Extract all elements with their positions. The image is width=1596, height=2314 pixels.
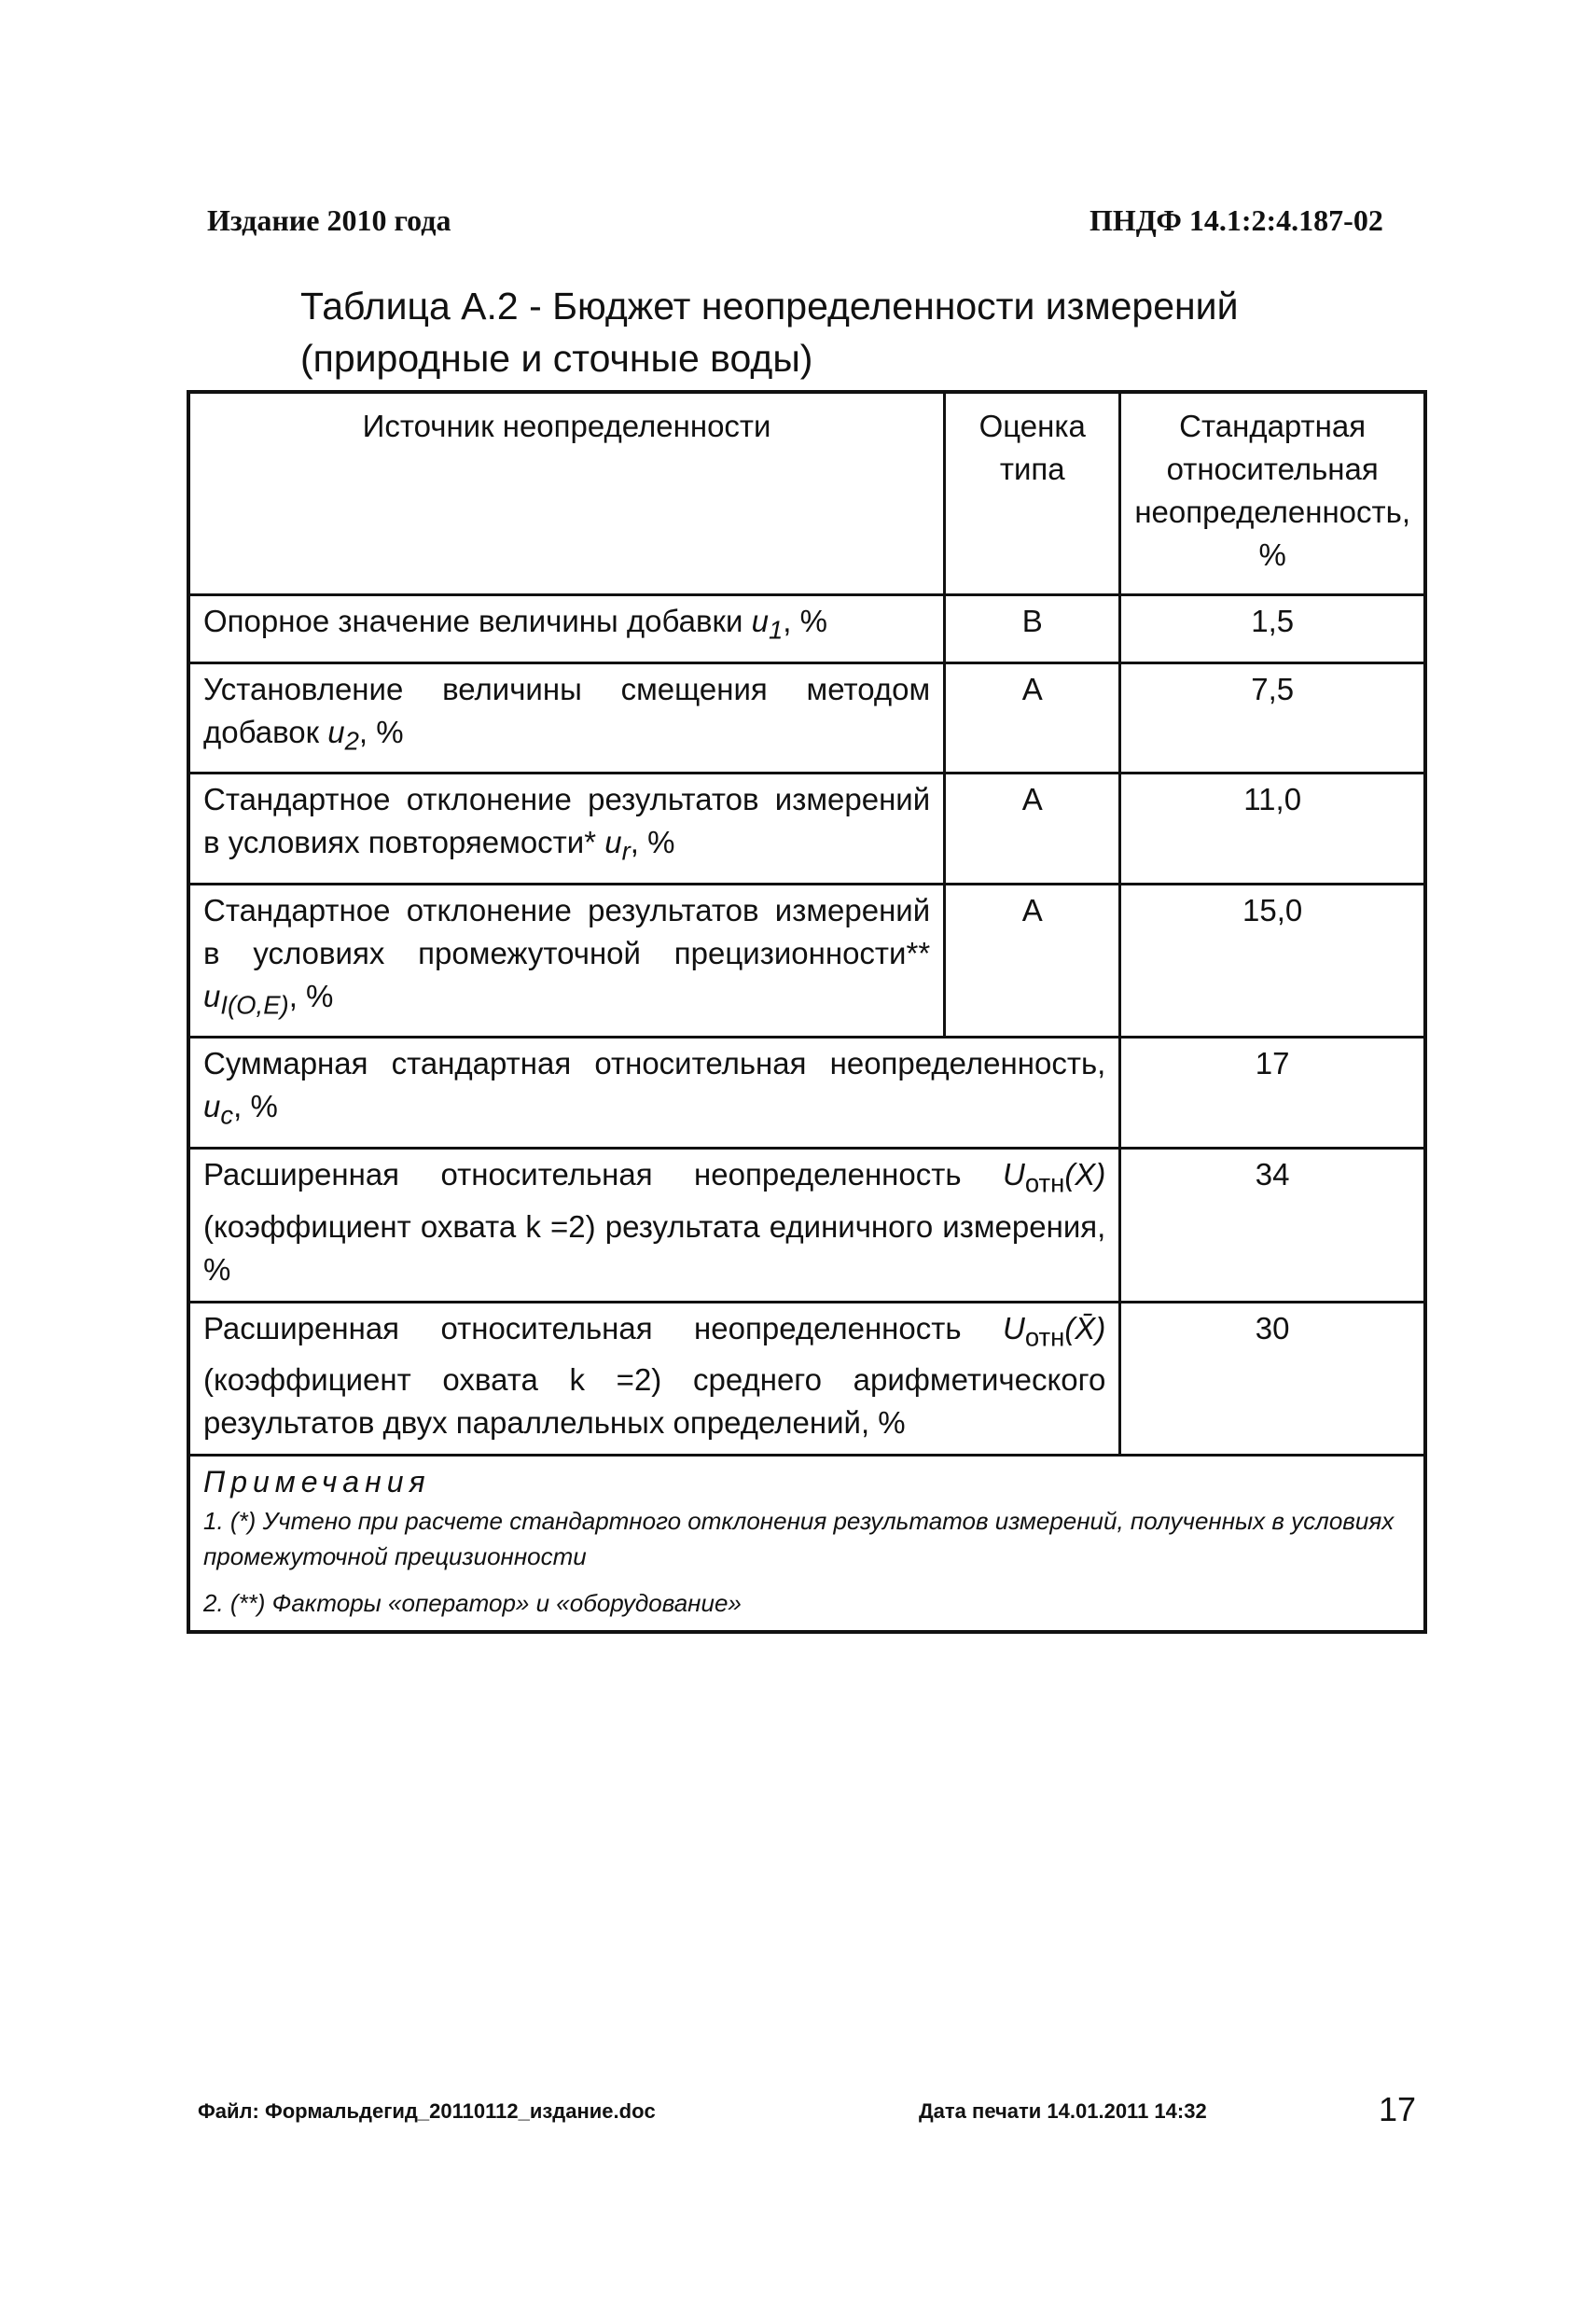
source-suffix: , % [783,604,827,638]
row-value: 15,0 [1120,884,1425,1038]
summary-row [188,1302,1425,1456]
header-source: Источник неопределенности [188,392,945,595]
table-header-row [188,392,1425,595]
symbol-subscript: c [220,1100,234,1130]
symbol: u [203,1089,221,1124]
symbol-subscript: отн [1024,1322,1065,1352]
uncertainty-budget-table-wrapper [187,390,1427,1634]
symbol-argument: (X̄) [1064,1310,1106,1345]
symbol-subscript: 1 [768,615,784,645]
symbol: u [751,604,769,638]
row-type: A [945,884,1120,1038]
notes-row [188,1456,1425,1633]
row-value: 11,0 [1120,774,1425,885]
header-type: Оценка типа [945,392,1120,595]
table-row [188,884,1425,1038]
table-row [188,774,1425,885]
row-source [188,595,945,663]
header-uncertainty: Стандартная относительная неопределенность, % [1120,392,1425,595]
row-source [188,884,945,1038]
row-type: A [945,774,1120,885]
source-text: Стандартное отклонение результатов измерений в условиях повторяемости* [203,782,931,860]
symbol: u [203,978,221,1013]
summary-value: 30 [1120,1302,1425,1456]
source-text: Расширенная относительная неопределенность [203,1156,1003,1192]
symbol: U [1002,1156,1025,1192]
footer-print-date: Дата печати 14.01.2011 14:32 [919,2099,1207,2123]
source-text: Расширенная относительная неопределенность [203,1310,1003,1345]
row-source [188,662,945,774]
notes-title: Примечания [203,1465,431,1499]
uncertainty-budget-table [187,390,1427,1634]
row-value: 1,5 [1120,595,1425,663]
symbol: U [1002,1310,1025,1345]
symbol-subscript: отн [1024,1168,1065,1198]
row-type: A [945,662,1120,774]
summary-source [188,1302,1120,1456]
note-item: 1. (*) Учтено при расчете стандартного отклонения результатов измерений, полученных в условиях промежуточной прецизионности [203,1507,1395,1571]
symbol: u [604,825,622,860]
source-text: Установление величины смещения методом добавок [203,671,931,749]
source-suffix: , % [233,1089,278,1124]
row-type: B [945,595,1120,663]
table-row [188,595,1425,663]
summary-source [188,1038,1120,1149]
symbol-argument: (X) [1064,1156,1106,1192]
source-suffix: , % [288,978,334,1013]
page-number: 17 [1379,2090,1417,2128]
source-text: Суммарная стандартная относительная неопределенность, [203,1046,1106,1081]
source-suffix: , % [630,825,675,860]
summary-value: 34 [1120,1148,1425,1302]
footer-file-name: Файл: Формальдегид_20110112_издание.doc [198,2099,656,2123]
notes-cell [188,1456,1425,1633]
edition-label: Издание 2010 года [207,203,451,237]
symbol-subscript: 2 [344,726,359,756]
source-suffix: (коэффициент охвата k =2) результата единичного измерения, % [203,1208,1106,1287]
table-row [188,662,1425,774]
summary-row [188,1038,1425,1149]
source-text: Опорное значение величины добавки [203,604,752,638]
symbol-subscript: I(O,E) [220,990,289,1020]
source-suffix: (коэффициент охвата k =2) среднего арифметического результатов двух параллельных определений, % [203,1362,1106,1441]
summary-source [188,1148,1120,1302]
summary-row [188,1148,1425,1302]
summary-value: 17 [1120,1038,1425,1149]
document-code: ПНДФ 14.1:2:4.187-02 [1089,203,1383,237]
note-item: 2. (**) Факторы «оператор» и «оборудование» [203,1589,742,1618]
symbol-subscript: r [621,836,631,866]
source-text: Стандартное отклонение результатов измерений в условиях промежуточной прецизионности** [203,892,931,970]
symbol: u [327,714,345,749]
source-suffix: , % [358,714,404,749]
table-caption: Таблица А.2 - Бюджет неопределенности измерений (природные и сточные воды) [300,285,1239,380]
row-source [188,774,945,885]
row-value: 7,5 [1120,662,1425,774]
